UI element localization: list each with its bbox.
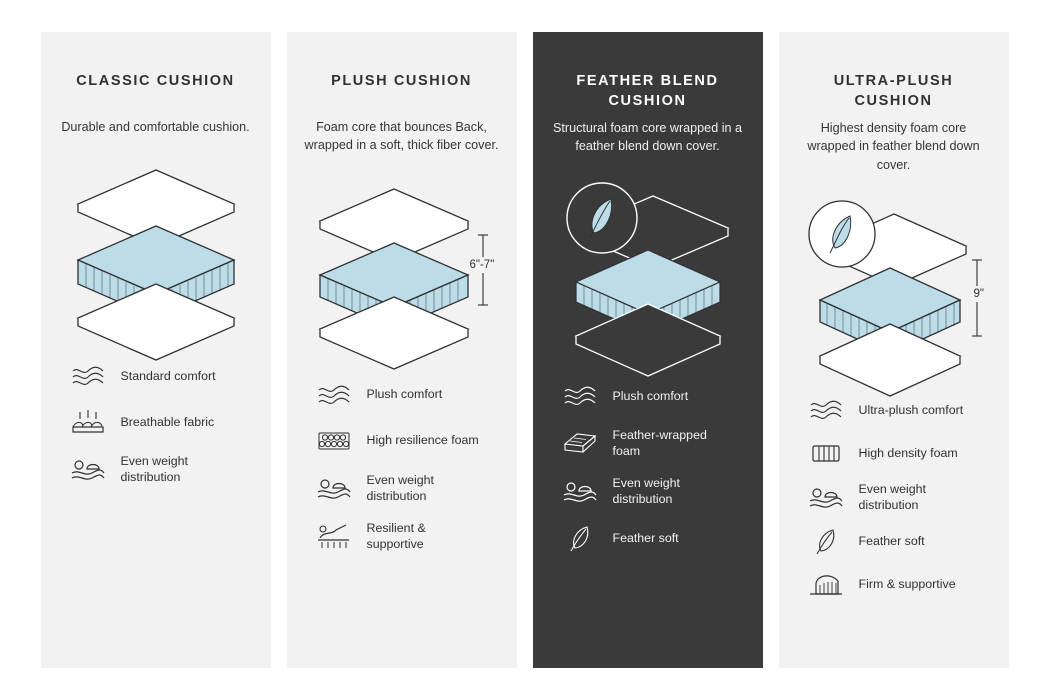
leaf-badge [567, 183, 637, 253]
feature-item [313, 520, 499, 552]
cushion-layers-illustration [794, 188, 994, 393]
feature-label: High resilience foam [366, 433, 479, 448]
waves-icon [559, 381, 601, 411]
feature-label: Feather soft [612, 531, 679, 546]
card-description: Foam core that bounces Back, wrapped in a soft, thick fiber cover. [304, 120, 499, 153]
honeycomb-icon [313, 426, 355, 456]
feature-label: Ultra-plush comfort [858, 402, 964, 417]
breathable-fabric-icon [67, 407, 109, 437]
measurement-label: 9" [973, 287, 984, 300]
feature-label: Breathable fabric [120, 415, 215, 430]
even-weight-icon [313, 473, 355, 503]
cushion-card-feather-blend [533, 32, 763, 668]
even-weight-icon [805, 482, 847, 512]
firm-supportive-icon [805, 569, 847, 599]
base-layer [576, 304, 720, 376]
feature-item [805, 569, 991, 599]
base-layer [78, 284, 234, 360]
feather-icon [805, 526, 847, 556]
feature-list [797, 395, 991, 599]
feature-item [805, 395, 991, 425]
card-description: Durable and comfortable cushion. [61, 120, 250, 134]
feature-item [313, 472, 499, 504]
card-title: FEATHER BLEND CUSHION [576, 73, 719, 109]
base-layer [320, 297, 468, 369]
waves-icon [67, 361, 109, 391]
feature-item [559, 475, 745, 507]
cushion-card-ultra-plush [779, 32, 1009, 668]
feature-label: Plush comfort [366, 387, 443, 402]
feature-item [805, 526, 991, 556]
feature-item [559, 381, 745, 411]
feather-icon [559, 523, 601, 553]
feature-item [67, 453, 253, 485]
feature-list [551, 381, 745, 554]
card-description: Highest density foam core wrapped in feather blend down cover. [807, 121, 980, 172]
even-weight-icon [559, 476, 601, 506]
high-density-foam-icon [805, 438, 847, 468]
feature-item [805, 481, 991, 513]
feature-item [313, 380, 499, 410]
feature-item [559, 427, 745, 459]
base-layer [820, 324, 960, 396]
waves-icon [805, 395, 847, 425]
feature-label: Resilient & supportive [366, 520, 426, 551]
feature-label: Feather soft [858, 534, 925, 549]
card-title: PLUSH CUSHION [331, 73, 472, 89]
card-title: ULTRA-PLUSH CUSHION [833, 73, 954, 109]
feature-label: High density foam [858, 445, 958, 460]
feature-item [67, 407, 253, 437]
feature-label: Even weight distribution [120, 454, 189, 485]
feature-item [805, 438, 991, 468]
measurement-label: 6"-7" [469, 258, 495, 271]
feather-wrapped-foam-icon [559, 428, 601, 458]
cushion-card-plush [287, 32, 517, 668]
cushion-layers-illustration [302, 169, 502, 374]
feature-item [313, 426, 499, 456]
feature-label: Plush comfort [612, 388, 689, 403]
feature-list [305, 380, 499, 553]
feature-label: Feather-wrapped foam [612, 427, 707, 458]
card-description: Structural foam core wrapped in a feather blend down cover. [553, 121, 742, 154]
waves-icon [313, 380, 355, 410]
feature-item [559, 523, 745, 553]
cushion-layers-illustration [548, 170, 748, 375]
cushion-card-classic [41, 32, 271, 668]
feature-list [59, 361, 253, 485]
feature-label: Even weight distribution [366, 472, 435, 503]
reclining-person-icon [313, 521, 355, 551]
feature-label: Even weight distribution [858, 481, 927, 512]
leaf-badge [809, 201, 875, 267]
feature-item [67, 361, 253, 391]
feature-label: Firm & supportive [858, 577, 956, 592]
feature-label: Even weight distribution [612, 475, 681, 506]
card-title: CLASSIC CUSHION [76, 73, 235, 89]
feature-label: Standard comfort [120, 369, 216, 384]
even-weight-icon [67, 454, 109, 484]
cushion-layers-illustration [56, 150, 256, 355]
